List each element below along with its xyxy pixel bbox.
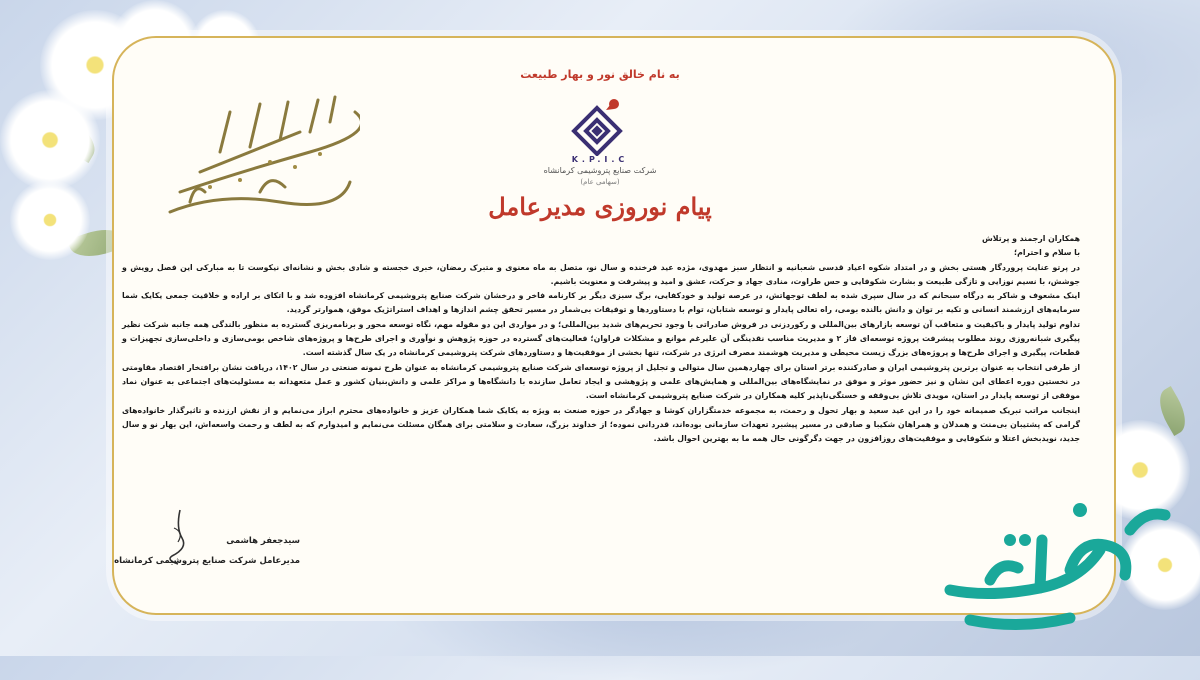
- message-paragraph: تداوم تولید پایدار و باکیفیت و متعاقب آن توسعه بازارهای بین‌المللی و رکوردزنی در فروش صادراتی با وجود تحریم‌های شدید بین‌المللی؛ و در مواردی این دو مقوله مهم، نگاه توسعه محور و برنامه‌ریزی گسترده به منظور بالندگی همه جانبه شرکت نظیر پیگیری شبانه‌روزی روند مطلوب پیشرفت پروژه توسعه‌ای فاز ۲ و مدیریت مناسب نقدینگی آن علیرغم موانع و مشکلات فراوان؛ فعالیت‌های گسترده در حوزه پژوهش و نوآوری و اجرای طرح‌ها و پروژه‌های شاخص بومی‌سازی و داخلی‌سازی تجهیزات و قطعات، پیگیری و اجرای طرح‌ها و پروژه‌های بزرگ زیست محیطی و مدیریت هوشمند مصرف انرژی در شرکت، تنها بخشی از موفقیت‌ها و دستاوردهای شرکت پتروشیمی کرمانشاه در یک سال گذشته است.: [122, 319, 1080, 358]
- message-body: [122, 232, 1080, 446]
- signature-title: مدیرعامل شرکت صنایع پتروشیمی کرمانشاه: [114, 556, 300, 566]
- flower-decoration: [0, 90, 100, 190]
- message-paragraph: اینک مشعوف و شاکر به درگاه سبحانم که در سال سپری شده به لطف توجهاتش، در عرصه تولید و خودکفایی، برگ سبزی دیگر بر کارنامه فاخر و درخشان شرکت صنایع پتروشیمی کرمانشاه افزوده شد و با اتکای بر اراده و خلاقیت جمعی یکایک شما سرمایه‌های ارزشمند انسانی و تکیه بر توان و دانش بالنده بومی، راه تعالی پایدار و توسعه شتابان، توام با دستاوردها و توفیقات بی‌شمار در مسیر تحقق چشم اندازها و اهداف استراتژیک موفق، هموارتر گردید.: [122, 291, 1080, 315]
- message-paragraph: در پرتو عنایت پروردگار هستی بخش و در امتداد شکوه اعیاد قدسی شعبانیه و انتظار سبز مهدوی، مژده عید فرخنده و سال نو، متصل به ماه معنوی و متبرک رمضان، خبری خجسته و شادی بخش و نشانه‌ای نیکوست تا به مبارکی این فصل رویش و جوشش، با نسیم نوزایی و تازگی طبیعت و بشارت شکوفایی و حس طراوت، منادی جهاد و حرکت، عشق و امید و پیشرفت و معنویت باشیم.: [122, 262, 1080, 286]
- logo-company-name: شرکت صنایع پتروشیمی کرمانشاه: [543, 166, 657, 175]
- greeting-line: با سلام و احترام؛: [1014, 248, 1080, 258]
- greeting-line: همکاران ارجمند و پرتلاش: [982, 234, 1080, 243]
- watermark-logo: [930, 470, 1180, 640]
- logo-company-sub: (سهامی عام): [580, 178, 620, 186]
- message-paragraph: اینجانب مراتب تبریک صمیمانه خود را در این عید سعید و بهار تحول و رحمت، به مجموعه خدمتگزاران کوشا و جهادگر در حوزه صنعت به ویژه به یکایک شما همکاران عزیز و خانواده‌های محترم ابراز می‌نمایم و از نقش ارزنده و تاثیرگذار خانواده‌های گرامی که پشتیبان بی‌منت و همدلان و همراهان شکیبا و صادقی در مسیر پیشبرد تعهدات سازمانی بوده‌اند، قدردانی نموده‌؛ از خداوند بزرگ، سعادت و سلامتی برای همگان مسئلت می‌نمایم و امیدوارم که به لطف و رحمت واسعه‌اش، این بهار نو و سال جدید، نویدبخش اعتلا و شکوفایی و موفقیت‌های روزافزون در جهت دگرگونی حال همه ما به بهترین احوال باشد.: [122, 405, 1080, 444]
- kpic-logo: [562, 96, 632, 156]
- message-title: پیام نوروزی مدیرعامل: [488, 192, 712, 221]
- header-invocation: به نام خالق نور و بهار طبیعت: [520, 68, 680, 81]
- signature-name: سیدجعفر هاشمی: [226, 536, 300, 546]
- flower-decoration: [10, 180, 90, 260]
- logo-abbreviation: K.P.I.C: [571, 155, 629, 164]
- calligraphy-ornament: [160, 92, 360, 232]
- message-paragraph: از طرفی انتخاب به عنوان برترین پتروشیمی ایران و صادرکننده برتر استان برای چهاردهمین سال متوالی و تجلیل از پروژه توسعه‌ای شرکت صنایع پتروشیمی کرمانشاه به عنوان طرح نمونه صنعتی در سال ۱۴۰۲، دریافت نشان برافتخار اقتصاد مقاومتی در نخستین دوره اعطای این نشان و نیز حضور موثر و موفق در نمایشگاه‌های بین‌المللی و همایش‌های علمی و پژوهشی و ایجاد تعامل سازنده با دانشگاه‌ها و مراکز علمی و دانش‌بنیان کشور و عمل متعهدانه به مسئولیت‌های اجتماعی به عنوان نماد موفقی از توسعه پایدار در استان، مویدی تلاش بی‌وقفه و خستگی‌ناپذیر کلیه همکاران در شرکت صنایع پتروشیمی کرمانشاه است.: [122, 362, 1080, 401]
